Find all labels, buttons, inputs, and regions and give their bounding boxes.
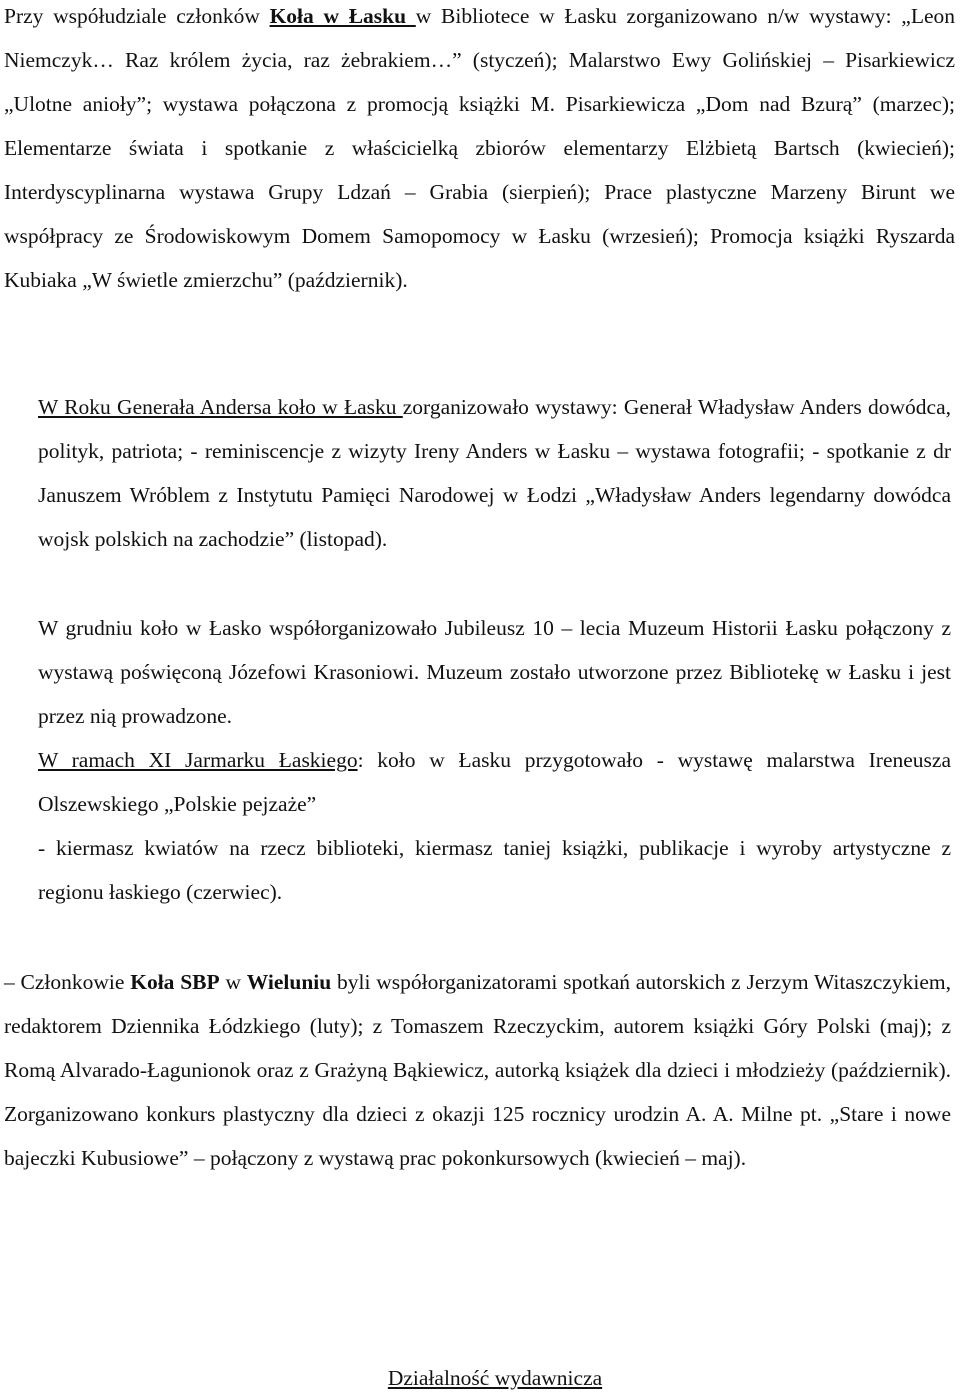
fair-fair-items-text: - kiermasz kwiatów na rzecz biblioteki, kiermasz taniej książki, publikacje i wyroby artystyczne z regionu łaskiego (czerwiec). [38,836,951,904]
paragraph-fair [38,738,951,914]
exhibitions-list-text: „Leon Niemczyk… Raz królem życia, raz żebrakiem…” (styczeń); Malarstwo Ewy Golińskiej – Pisarkiewicz „Ulotne anioły”; wystawa połączona z promocją książki M. Pisarkiewicza „Dom nad Bzurą” (marzec); Elementarze świata i spotkanie z właścicielką zbiorów elementarzy Elżbietą Bartsch (kwiecień); Interdyscyplinarna wystawa Grupy Ldzań – Grabia (sierpień); Prace plastyczne Marzeny Birunt we współpracy ze Środowiskowym Domem Samopomocy w Łasku (wrzesień); Promocja książki Ryszarda Kubiaka „W świetle zmierzchu” (październik). [4,4,956,292]
wielun-mid: w [219,970,247,994]
intro-prefix-text: Przy współudziale członków [4,4,270,28]
paragraph-museum-jubilee [38,606,951,738]
intro-suffix-text: w Bibliotece w Łasku zorganizowano n/w wystawy: [415,4,892,28]
kolo-lask-underlined: Koła w Łasku [269,4,416,28]
kolo-sbp-bold: Koła SBP [130,970,220,994]
wielun-text: byli współorganizatorami spotkań autorskich z Jerzym Witaszczykiem, redaktorem Dziennika Łódzkiego (luty); z Tomaszem Rzeczyckim, autorem książki Góry Polski (maj); z Romą Alvarado-Łagunionok oraz z Grażyną Bąkiewicz, autorką książek dla dzieci i młodzieży (październik). Zorganizowano konkurs plastyczny dla dzieci z okazji 125 rocznicy urodzin A. A. Milne pt. „Stare i nowe bajeczki Kubusiowe” – połączony z wystawą prac pokonkursowych (kwiecień – maj). [4,970,951,1170]
wielun-prefix: Członkowie [14,970,131,994]
anders-year-text: zorganizowało wystawy: Generał Władysław Anders dowódca, polityk, patriota; - reminiscencje z wizyty Ireny Anders w Łasku – wystawa fotografii; - spotkanie z dr Januszem Wróblem z Instytutu Pamięci Narodowej w Łodzi „Władysław Anders legendarny dowódca wojsk polskich na zachodzie” (listopad). [38,395,951,551]
museum-jubilee-text: W grudniu koło w Łasko współorganizowało Jubileusz 10 – lecia Muzeum Historii Łasku połączony z wystawą poświęconą Józefowi Krasoniowi. Muzeum zostało utworzone przez Bibliotekę w Łasku i jest przez nią prowadzone. [38,616,951,728]
section-heading-publishing: Działalność wydawnicza [387,1366,603,1390]
wielun-bold: Wieluniu [246,970,332,994]
fair-text: : koło w Łasku przygotowało - wystawę malarstwa Ireneusza Olszewskiego „Polskie pejzaże” [38,748,951,816]
paragraph-anders-year [38,385,951,561]
paragraph-wielun [4,960,951,1180]
fair-underlined: W ramach XI Jarmarku Łaskiego [38,748,358,772]
anders-year-underlined: W Roku Generała Andersa koło w Łasku [38,395,403,419]
dash-bullet: – [4,970,15,994]
paragraph-exhibitions-lask [4,0,955,302]
